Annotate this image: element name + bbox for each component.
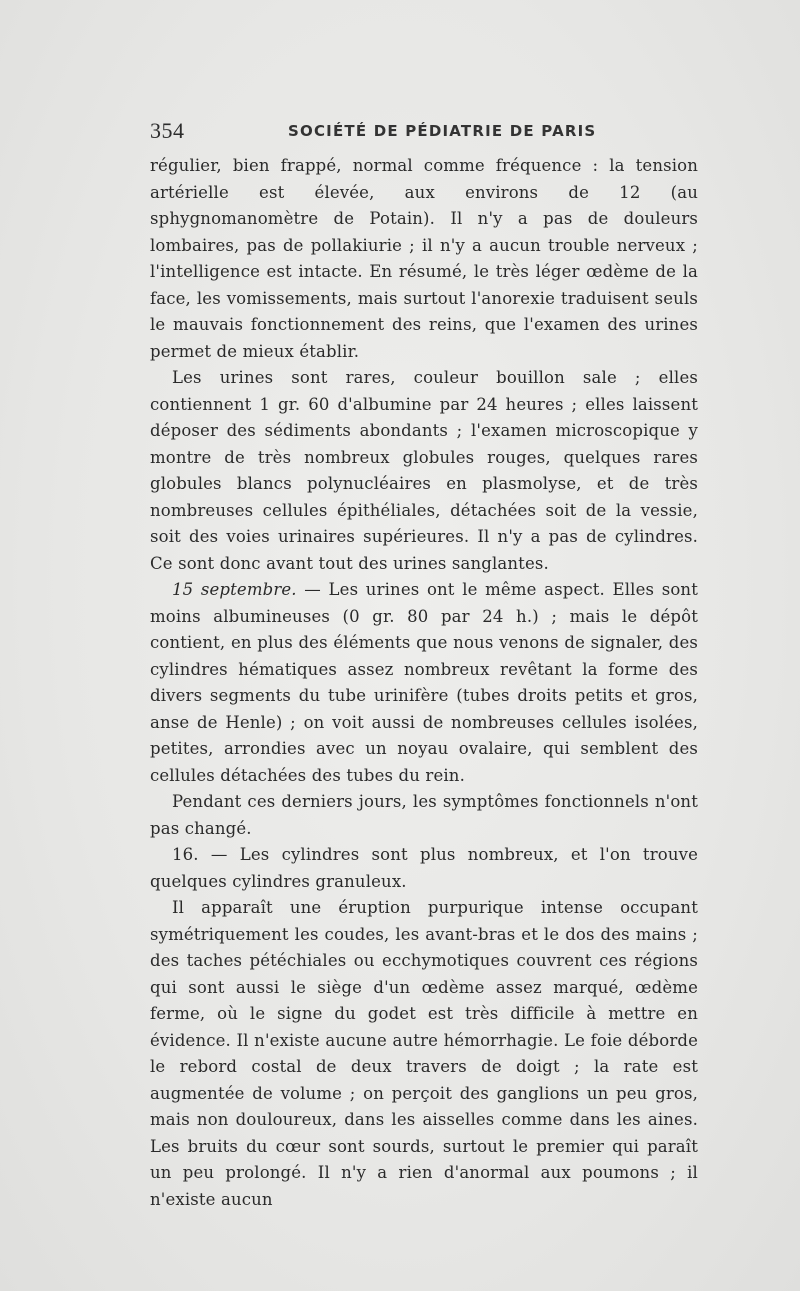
paragraph-6: Il apparaît une éruption purpurique intense occupant symétriquement les coudes, les avant-bras et le dos des mains ; des taches pétéchiales ou ecchymotiques couvrent ces régions qui sont aussi le siège d'un œdème assez marqué, œdème ferme, où le signe du godet est très difficile à mettre en évidence. Il n'existe aucune autre hémorrhagie. Le foie déborde le rebord costal de deux travers de doigt ; la rate est augmentée de volume ; on perçoit des ganglions un peu gros, mais non douloureux, dans les aisselles comme dans les aines. Les bruits du cœur sont sourds, surtout le premier qui paraît un peu prolongé. Il n'y a rien d'anormal aux poumons ; il n'existe aucun bbox=[150, 898, 698, 1209]
paragraph-3 bbox=[150, 577, 698, 789]
page-number: 354 bbox=[150, 118, 185, 143]
date-15-septembre: 15 septembre. bbox=[172, 580, 297, 599]
paragraph-3-text: — Les urines ont le même aspect. Elles sont moins albumineuses (0 gr. 80 par 24 h.) ; mais le dépôt contient, en plus des éléments que nous venons de signaler, des cylindres hématiques assez nombreux revêtant la forme des divers segments du tube urinifère (tubes droits petits et gros, anse de Henle) ; on voit aussi de nombreuses cellules isolées, petites, arrondies avec un noyau ovalaire, qui semblent des cellules détachées des tubes du rein. bbox=[150, 580, 698, 785]
body-text bbox=[150, 153, 698, 1213]
paragraph-4: Pendant ces derniers jours, les symptômes fonctionnels n'ont pas changé. bbox=[150, 792, 698, 838]
running-title: SOCIÉTÉ DE PÉDIATRIE DE PARIS bbox=[288, 122, 597, 140]
paragraph-1: régulier, bien frappé, normal comme fréquence : la tension artérielle est élevée, aux environs de 12 (au sphygnomanomètre de Potain). Il n'y a pas de douleurs lombaires, pas de pollakiurie ; il n'y a aucun trouble nerveux ; l'intelligence est intacte. En résumé, le très léger œdème de la face, les vomissements, mais surtout l'anorexie traduisent seuls le mauvais fonctionnement des reins, que l'examen des urines permet de mieux établir. bbox=[150, 156, 698, 361]
paragraph-2: Les urines sont rares, couleur bouillon sale ; elles contiennent 1 gr. 60 d'albumine par 24 heures ; elles laissent déposer des sédiments abondants ; l'examen microscopique y montre de très nombreux globules rouges, quelques rares globules blancs polynucléaires en plasmolyse, et de très nombreuses cellules épithéliales, détachées soit de la vessie, soit des voies urinaires supérieures. Il n'y a pas de cylindres. Ce sont donc avant tout des urines sanglantes. bbox=[150, 368, 698, 573]
page-header bbox=[150, 118, 698, 148]
paragraph-5: 16. — Les cylindres sont plus nombreux, et l'on trouve quelques cylindres granuleux. bbox=[150, 845, 698, 891]
